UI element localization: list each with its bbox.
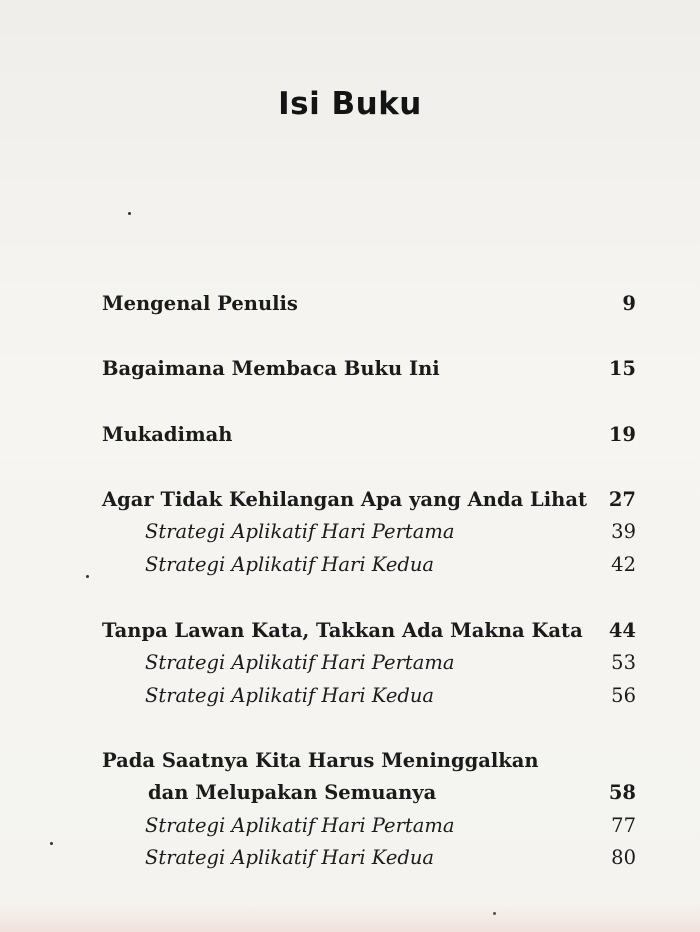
- page-title: Isi Buku: [278, 86, 422, 122]
- toc-entry-title-line1: Pada Saatnya Kita Harus Meninggalkan: [102, 749, 539, 772]
- toc-subentry: [0, 553, 700, 587]
- toc-entry-title: Mengenal Penulis: [102, 292, 298, 315]
- toc-subentry-title: Strategi Aplikatif Hari Kedua: [145, 553, 435, 576]
- toc-entry-title-line2: dan Melupakan Semuanya: [148, 781, 437, 804]
- ink-speck: [86, 575, 89, 578]
- toc-page-number: 58: [608, 781, 636, 804]
- toc-subentry-title: Strategi Aplikatif Hari Kedua: [145, 846, 435, 869]
- toc-subentry-title: Strategi Aplikatif Hari Pertama: [145, 651, 455, 674]
- toc-page-number: 39: [611, 520, 636, 543]
- toc-subentry: [0, 814, 700, 848]
- toc-subentry: [0, 651, 700, 685]
- toc-page-number: 44: [608, 619, 636, 642]
- toc-page-number: 80: [611, 846, 636, 869]
- toc-page-number: 42: [611, 553, 636, 576]
- toc-entry: [0, 488, 700, 522]
- toc-subentry: [0, 684, 700, 718]
- toc-subentry-title: Strategi Aplikatif Hari Pertama: [145, 814, 455, 837]
- toc-entry: [0, 423, 700, 457]
- toc-page-number: 53: [611, 651, 636, 674]
- toc-entry-title: Mukadimah: [102, 423, 233, 446]
- toc-page-number: 27: [608, 488, 636, 511]
- ink-speck: [128, 212, 131, 215]
- toc-page-number: 56: [611, 684, 636, 707]
- toc-entry: [0, 781, 700, 815]
- toc-entry: [0, 357, 700, 391]
- toc-entry: [0, 619, 700, 653]
- toc-page-number: 15: [608, 357, 636, 380]
- toc-entry-title: Bagaimana Membaca Buku Ini: [102, 357, 440, 380]
- toc-subentry: [0, 520, 700, 554]
- toc-entry: [0, 749, 700, 783]
- toc-subentry: [0, 846, 700, 880]
- toc-page-number: 9: [622, 292, 636, 315]
- toc-entry-title: Agar Tidak Kehilangan Apa yang Anda Lihat: [102, 488, 587, 511]
- toc-subentry-title: Strategi Aplikatif Hari Pertama: [145, 520, 455, 543]
- toc-entry: [0, 292, 700, 326]
- page-edge-shadow: [0, 904, 700, 932]
- toc-page-number: 19: [608, 423, 636, 446]
- toc-subentry-title: Strategi Aplikatif Hari Kedua: [145, 684, 435, 707]
- ink-speck: [50, 842, 53, 845]
- toc-entry-title: Tanpa Lawan Kata, Takkan Ada Makna Kata: [102, 619, 583, 642]
- toc-page-number: 77: [611, 814, 636, 837]
